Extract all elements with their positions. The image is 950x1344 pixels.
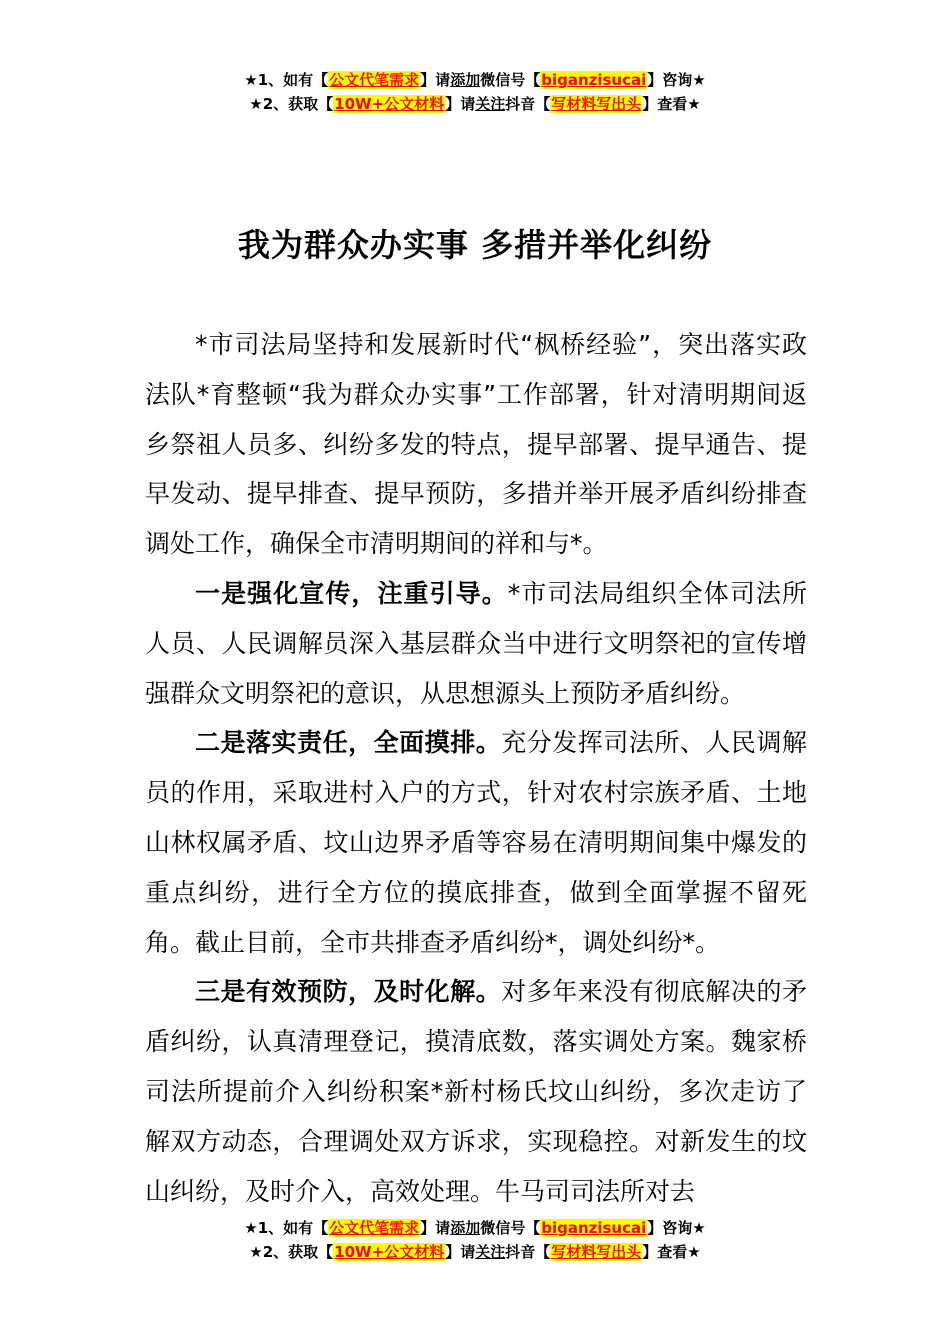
- paragraph-lead: 一是强化宣传，注重引导。: [195, 578, 508, 608]
- highlight-service: 公文代笔需求: [329, 71, 420, 89]
- banner-text: 】请: [445, 95, 476, 113]
- footer-banner: [0, 1216, 950, 1264]
- banner-text: 关注: [475, 95, 506, 113]
- highlight-service: 公文代笔需求: [329, 1219, 420, 1237]
- banner-text: 】请: [445, 1243, 476, 1261]
- banner-line-1: [0, 1216, 950, 1240]
- banner-text: 】请: [420, 1219, 451, 1237]
- highlight-materials: 10W+公文材料: [334, 1243, 445, 1261]
- banner-text: 关注: [475, 1243, 506, 1261]
- banner-text: 】查看★: [642, 1243, 701, 1261]
- paragraph-text: *市司法局组织全体司法所人员、人民调解员深入基层群众当中进行文明祭祀的宣传增强群众文明祭祀的意识，从思想源头上预防矛盾纠纷。: [145, 578, 807, 708]
- banner-text: ★2、获取【: [249, 95, 334, 113]
- banner-text: 】查看★: [642, 95, 701, 113]
- highlight-materials: 10W+公文材料: [334, 95, 445, 113]
- paragraph-text: *市司法局坚持和发展新时代“枫桥经验”，突出落实政法队*育整顿“我为群众办实事”工作部署，针对清明期间返乡祭祖人员多、纠纷多发的特点，提早部署、提早通告、提早发动、提早排查、提早预防，多措并举开展矛盾纠纷排查调处工作，确保全市清明期间的祥和与*。: [145, 330, 807, 559]
- banner-text: 添加: [450, 71, 481, 89]
- banner-text: 微信号【: [480, 71, 541, 89]
- banner-text: ★1、如有【: [244, 71, 329, 89]
- banner-text: 】请: [420, 71, 451, 89]
- banner-line-2: [0, 1240, 950, 1264]
- paragraph-lead: 二是落实责任，全面摸排。: [195, 728, 502, 758]
- paragraph-1: [145, 569, 807, 718]
- document-title: 我为群众办实事 多措并举化纠纷: [237, 226, 713, 264]
- banner-text: 抖音【: [505, 1243, 551, 1261]
- banner-line-1: [0, 68, 950, 92]
- highlight-wechat-id: biganzisucai: [541, 71, 647, 89]
- header-banner: [0, 68, 950, 116]
- highlight-douyin: 写材料写出头: [551, 1243, 642, 1261]
- paragraph-text: 对多年来没有彻底解决的矛盾纠纷，认真清理登记，摸清底数，落实调处方案。魏家桥司法所提前介入纠纷积案*新村杨氏坟山纠纷，多次走访了解双方动态，合理调处双方诉求，实现稳控。对新发生的坟山纠纷，及时介入，高效处理。牛马司司法所对去: [145, 977, 807, 1206]
- banner-line-2: [0, 92, 950, 116]
- banner-text: 】咨询★: [647, 71, 706, 89]
- highlight-wechat-id: biganzisucai: [541, 1219, 647, 1237]
- highlight-douyin: 写材料写出头: [551, 95, 642, 113]
- paragraph-text: 充分发挥司法所、人民调解员的作用，采取进村入户的方式，针对农村宗族矛盾、土地山林权属矛盾、坟山边界矛盾等容易在清明期间集中爆发的重点纠纷，进行全方位的摸底排查，做到全面掌握不留死角。截止目前，全市共排查矛盾纠纷*，调处纠纷*。: [145, 728, 807, 957]
- banner-text: 抖音【: [505, 95, 551, 113]
- banner-text: 添加: [450, 1219, 481, 1237]
- paragraph-lead: 三是有效预防，及时化解。: [195, 977, 502, 1007]
- paragraph-intro: [145, 320, 807, 569]
- banner-text: 微信号【: [480, 1219, 541, 1237]
- banner-text: ★2、获取【: [249, 1243, 334, 1261]
- paragraph-3: [145, 967, 807, 1216]
- paragraph-2: [145, 718, 807, 967]
- document-body: [145, 320, 807, 1216]
- banner-text: 】咨询★: [647, 1219, 706, 1237]
- banner-text: ★1、如有【: [244, 1219, 329, 1237]
